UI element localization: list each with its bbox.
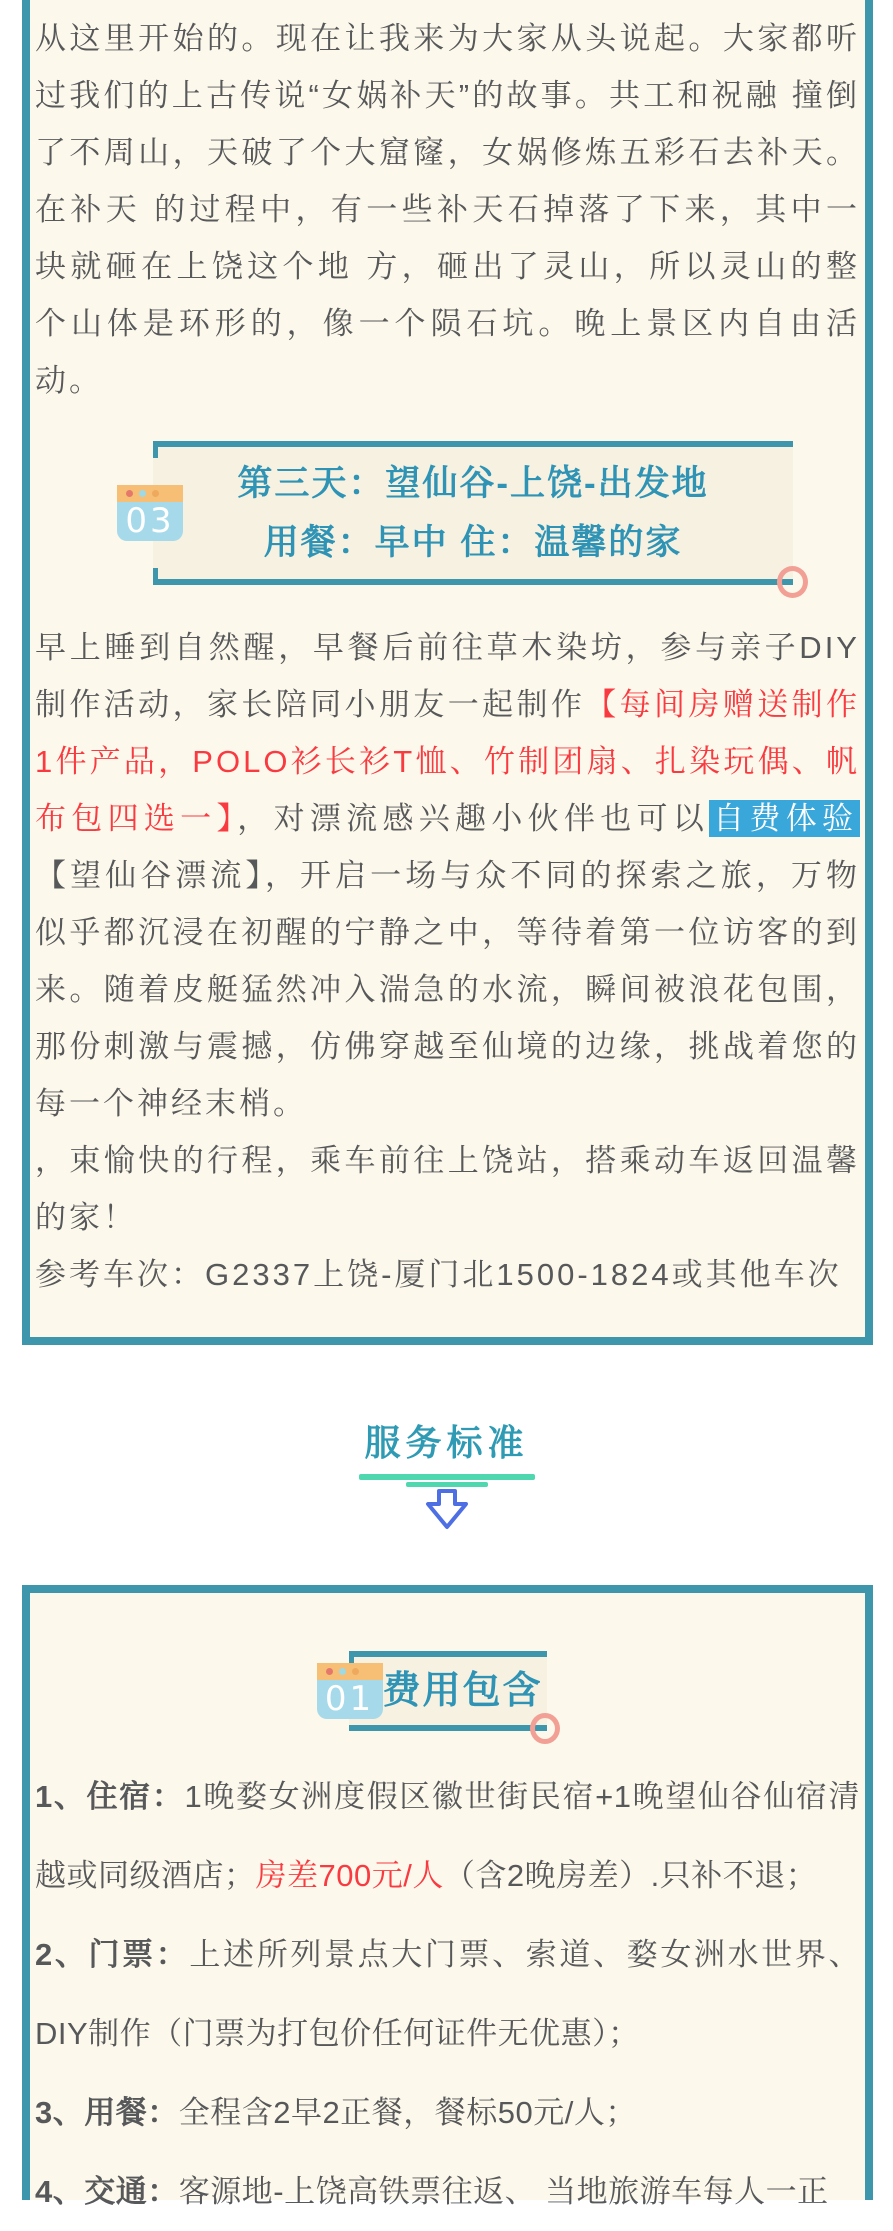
- fee-item-tickets-text: 上述所列景点大门票、索道、婺女洲水世界、DIY制作（门票为打包价任何证件无优惠）；: [35, 1937, 860, 2051]
- fee-item-meals: [35, 2073, 860, 2152]
- calendar-badge-topbar: [317, 1663, 383, 1680]
- badge-dot-orange-icon: [352, 1668, 359, 1675]
- calendar-badge-03-icon: [117, 485, 183, 541]
- badge-dot-orange-icon: [152, 490, 159, 497]
- fee-item-tickets-label: 2、门票：: [35, 1937, 190, 1972]
- mint-underline-short: [406, 1482, 488, 1487]
- fee-item-lodging: [35, 1757, 860, 1915]
- day3-header: [125, 441, 793, 585]
- fee-item-tickets: [35, 1915, 860, 2073]
- paragraph-legend: 从这里开始的。现在让我来为大家从头说起。大家都听过我们的上古传说“女娲补天”的故事。共工和祝融 撞倒了不周山，天破了个大窟窿，女娲修炼五彩石去补天。在补天 的过程中，有一些补天石掉落了下来，其中一块就砸在上饶这个地 方，砸出了灵山，所以灵山的整个山体是环形的，像一个陨石坑。晚上景区内自由活动。: [35, 21, 860, 398]
- fee-item-transport: [35, 2152, 860, 2231]
- badge-dot-red-icon: [326, 1668, 333, 1675]
- badge-dot-blue-icon: [139, 490, 146, 497]
- down-arrow-icon: [424, 1488, 470, 1530]
- day3-detail-text-3: 【望仙谷漂流】，开启一场与众不同的探索之旅，万物似乎都沉浸在初醒的宁静之中，等待着第一位访客的到来。随着皮艇猛然冲入湍急的水流，瞬间被浪花包围，那份刺激与震撼，仿佛穿越至仙境的边缘，挑战着您的每一个神经末梢。: [35, 858, 860, 1121]
- itinerary-box: [22, 0, 873, 1345]
- fee-include-header: [324, 1651, 547, 1731]
- fee-item-transport-text: 客源地-上饶高铁票往返、 当地旅游车每人一正: [178, 2174, 829, 2209]
- fee-item-meals-label: 3、用餐：: [35, 2095, 179, 2130]
- day3-detail-red-gift: 【每间房赠送制作1件产品，POLO衫长衫T恤、竹制团扇、扎染玩偶、帆布包四选一】: [35, 687, 861, 836]
- day-number: 03: [125, 501, 175, 541]
- fee-include-title: 费用包含: [382, 1670, 543, 1712]
- day3-detail-text-2: ，对漂流感兴趣小伙伴也可以: [237, 801, 710, 836]
- self-pay-highlight: 自费体验: [709, 800, 860, 837]
- service-standard-title: 服务标准: [364, 1422, 529, 1464]
- pink-ring-icon: [530, 1713, 560, 1744]
- mint-underline: [359, 1474, 535, 1480]
- calendar-badge-topbar: [117, 485, 183, 502]
- day3-title-line1: 第三天：望仙谷-上饶-出发地: [237, 464, 709, 503]
- fee-section-number: 01: [324, 1679, 375, 1719]
- badge-dot-red-icon: [126, 490, 133, 497]
- day3-detail-text-1: 早上睡到自然醒，早餐后前往草木染坊，参与亲子DIY制作活动，家长陪同小朋友一起制作: [35, 630, 860, 722]
- fee-box: [22, 1585, 873, 2209]
- service-standard-divider: [0, 1415, 893, 1530]
- fee-item-lodging-post: （含2晚房差）.只补不退；: [443, 1858, 818, 1893]
- badge-dot-blue-icon: [339, 1668, 346, 1675]
- fee-item-meals-text: 全程含2早2正餐，餐标50元/人；: [178, 2095, 637, 2130]
- fee-item-lodging-text: 1晚婺女洲度假区徽世街民宿+1晚望仙谷仙宿清越或同级酒店；: [35, 1779, 860, 1893]
- paragraph-return-home: ，束愉快的行程，乘车前往上饶站，搭乘动车返回温馨的家！: [35, 1143, 860, 1235]
- calendar-badge-01-icon: [317, 1663, 383, 1719]
- fee-item-transport-label: 4、交通：: [35, 2174, 179, 2209]
- day3-title-line2: 用餐：早中 住：温馨的家: [263, 523, 683, 562]
- paragraph-train-info: 参考车次：G2337上饶-厦门北1500-1824或其他车次: [35, 1257, 842, 1292]
- paragraph-day3-detail: [35, 619, 860, 1132]
- fee-item-lodging-red: 房差700元/人: [255, 1858, 444, 1893]
- pink-ring-icon: [777, 566, 808, 598]
- fee-item-lodging-label: 1、住宿：: [35, 1779, 185, 1814]
